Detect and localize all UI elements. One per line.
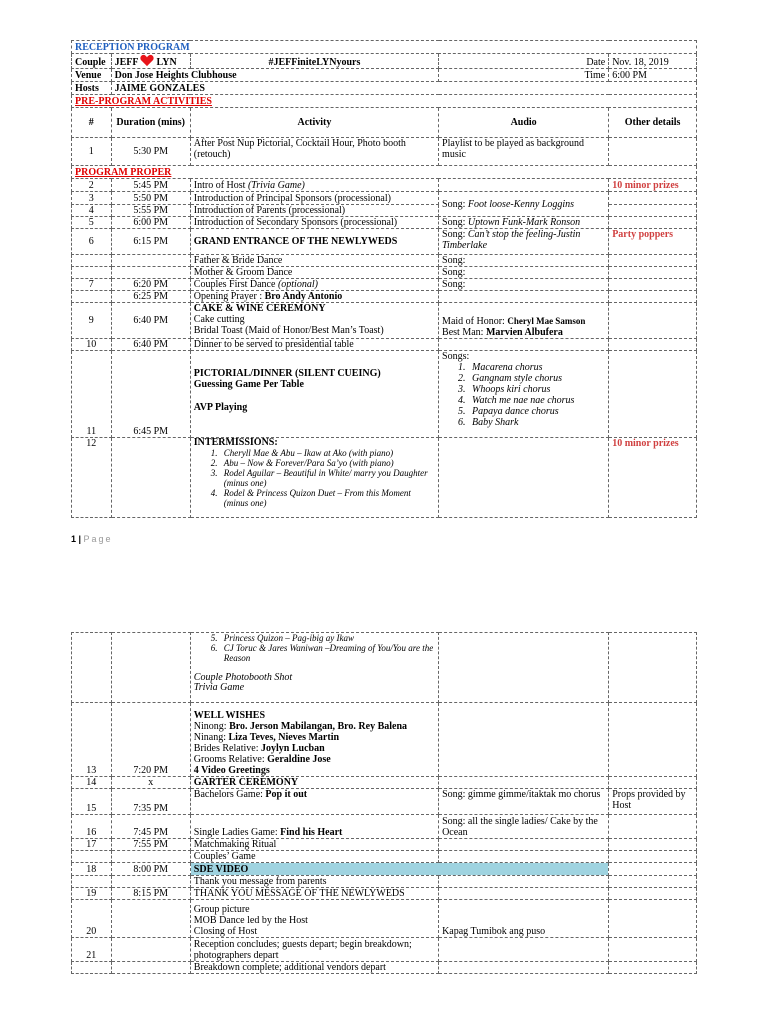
date-label: Date bbox=[439, 54, 609, 69]
program-table-2 bbox=[71, 632, 697, 974]
couple-label: Couple bbox=[72, 54, 112, 69]
song-list: 1. Macarena chorus 2. Gangnam style chorus 3. Whoops kiri chorus 4. Watch me nae nae chorus 5. Papaya dance chorus 6. Baby Shark bbox=[442, 362, 605, 428]
table-row: 18 8:00 PM SDE VIDEO bbox=[72, 863, 697, 876]
col-num-header: # bbox=[72, 108, 112, 138]
table-row: Mother & Groom Dance Song: bbox=[72, 267, 697, 279]
hashtag: #JEFFiniteLYNyours bbox=[190, 54, 438, 69]
prize-note: 10 minor prizes bbox=[609, 179, 697, 192]
time-value: 6:00 PM bbox=[609, 69, 697, 82]
col-activity-header: Activity bbox=[190, 108, 438, 138]
program-proper-heading: PROGRAM PROPER bbox=[72, 166, 697, 179]
table-row: 11 6:45 PM PICTORIAL/DINNER (SILENT CUEING) Guessing Game Per Table AVP Playing Songs: 1. Macarena chorus 2. Gangnam style chorus 3. Whoops kiri chorus 4. Watch me nae nae chorus 5. Papaya dance chorus 6. Baby Shark bbox=[72, 351, 697, 438]
heart-icon bbox=[140, 54, 154, 67]
table-row: 6 6:15 PM GRAND ENTRANCE OF THE NEWLYWEDS Song: Can’t stop the feeling-Justin Timberlake Party poppers bbox=[72, 229, 697, 255]
table-row: 6:25 PM Opening Prayer : Bro Andy Antonio bbox=[72, 291, 697, 303]
table-row: 9 6:40 PM CAKE & WINE CEREMONY Cake cutting Bridal Toast (Maid of Honor/Best Man’s Toast) Maid of Honor: Cheryl Mae Samson Best Man: Marvien Albufera bbox=[72, 303, 697, 339]
table-row: 16 7:45 PM Single Ladies Game: Find his Heart Song: all the single ladies/ Cake by the Ocean bbox=[72, 815, 697, 839]
table-row: 4 5:55 PM Introduction of Parents (processional) bbox=[72, 205, 697, 217]
table-row: 2 5:45 PM Intro of Host (Trivia Game) 10 minor prizes bbox=[72, 179, 697, 192]
table-row: 14 x GARTER CEREMONY bbox=[72, 777, 697, 789]
table-row: 1 5:30 PM After Post Nup Pictorial, Cocktail Hour, Photo booth (retouch) Playlist to be played as background music bbox=[72, 138, 697, 166]
col-audio-header: Audio bbox=[439, 108, 609, 138]
col-other-header: Other details bbox=[609, 108, 697, 138]
table-row: Thank you message from parents bbox=[72, 876, 697, 888]
table-row: 5 6:00 PM Introduction of Secondary Sponsors (processional) Song: Uptown Funk-Mark Ronson bbox=[72, 217, 697, 229]
page-footer: 1 | Page bbox=[71, 534, 113, 544]
program-page-2 bbox=[71, 632, 697, 974]
hosts-label: Hosts bbox=[72, 82, 112, 95]
table-row: 5. Princess Quizon – Pag-ibig ay Ikaw 6. CJ Toruc & Jares Waniwan –Dreaming of You/You are the Reason Couple Photobooth Shot Trivia Game bbox=[72, 633, 697, 703]
table-row: Couples’ Game bbox=[72, 851, 697, 863]
time-label: Time bbox=[439, 69, 609, 82]
program-table-1 bbox=[71, 40, 697, 518]
table-row: Father & Bride Dance Song: bbox=[72, 255, 697, 267]
table-row: 15 7:35 PM Bachelors Game: Pop it out Song: gimme gimme/itaktak mo chorus Props provided by Host bbox=[72, 789, 697, 815]
sde-video-highlight: SDE VIDEO bbox=[190, 863, 608, 876]
program-page-1 bbox=[71, 40, 697, 518]
table-row: Breakdown complete; additional vendors depart bbox=[72, 962, 697, 974]
col-duration-header: Duration (mins) bbox=[111, 108, 190, 138]
venue-label: Venue bbox=[72, 69, 112, 82]
intermission-list-cont: 5. Princess Quizon – Pag-ibig ay Ikaw 6. CJ Toruc & Jares Waniwan –Dreaming of You/You are the Reason bbox=[194, 633, 435, 663]
table-row: 21 Reception concludes; guests depart; begin breakdown; photographers depart bbox=[72, 938, 697, 962]
table-row: 3 5:50 PM Introduction of Principal Sponsors (processional) Song: Foot loose-Kenny Loggins bbox=[72, 192, 697, 205]
table-row: 19 8:15 PM THANK YOU MESSAGE OF THE NEWLYWEDS bbox=[72, 888, 697, 900]
table-row: 12 INTERMISSIONS: 1. Cheryll Mae & Abu – Ikaw at Ako (with piano) 2. Abu – Now & Forever/Para Sa’yo (with piano) 3. Rodel Aguilar – Beautiful in White/ marry you Daughter (minus one) 4. Rodel & Princess Quizon Duet – From this Moment (minus one) 10 minor prizes bbox=[72, 438, 697, 518]
table-row: 7 6:20 PM Couples First Dance (optional) Song: bbox=[72, 279, 697, 291]
program-title: RECEPTION PROGRAM bbox=[72, 41, 697, 54]
table-row: 10 6:40 PM Dinner to be served to presidential table bbox=[72, 339, 697, 351]
couple-names: JEFF LYN bbox=[111, 54, 190, 69]
intermission-list: 1. Cheryll Mae & Abu – Ikaw at Ako (with piano) 2. Abu – Now & Forever/Para Sa’yo (with piano) 3. Rodel Aguilar – Beautiful in White/ marry you Daughter (minus one) 4. Rodel & Princess Quizon Duet – From this Moment (minus one) bbox=[194, 448, 435, 508]
venue-value: Don Jose Heights Clubhouse bbox=[111, 69, 438, 82]
table-row: 13 7:20 PM WELL WISHES Ninong: Bro. Jerson Mabilangan, Bro. Rey Balena Ninang: Liza Teves, Nieves Martin Brides Relative: Joylyn Lucban Grooms Relative: Geraldine Jose 4 Video Greetings bbox=[72, 703, 697, 777]
date-value: Nov. 18, 2019 bbox=[609, 54, 697, 69]
table-row: 17 7:55 PM Matchmaking Ritual bbox=[72, 839, 697, 851]
pre-program-heading: PRE-PROGRAM ACTIVITIES bbox=[72, 95, 697, 108]
table-row: 20 Group picture MOB Dance led by the Host Closing of Host Kapag Tumibok ang puso bbox=[72, 900, 697, 938]
hosts-value: JAIME GONZALES bbox=[111, 82, 696, 95]
